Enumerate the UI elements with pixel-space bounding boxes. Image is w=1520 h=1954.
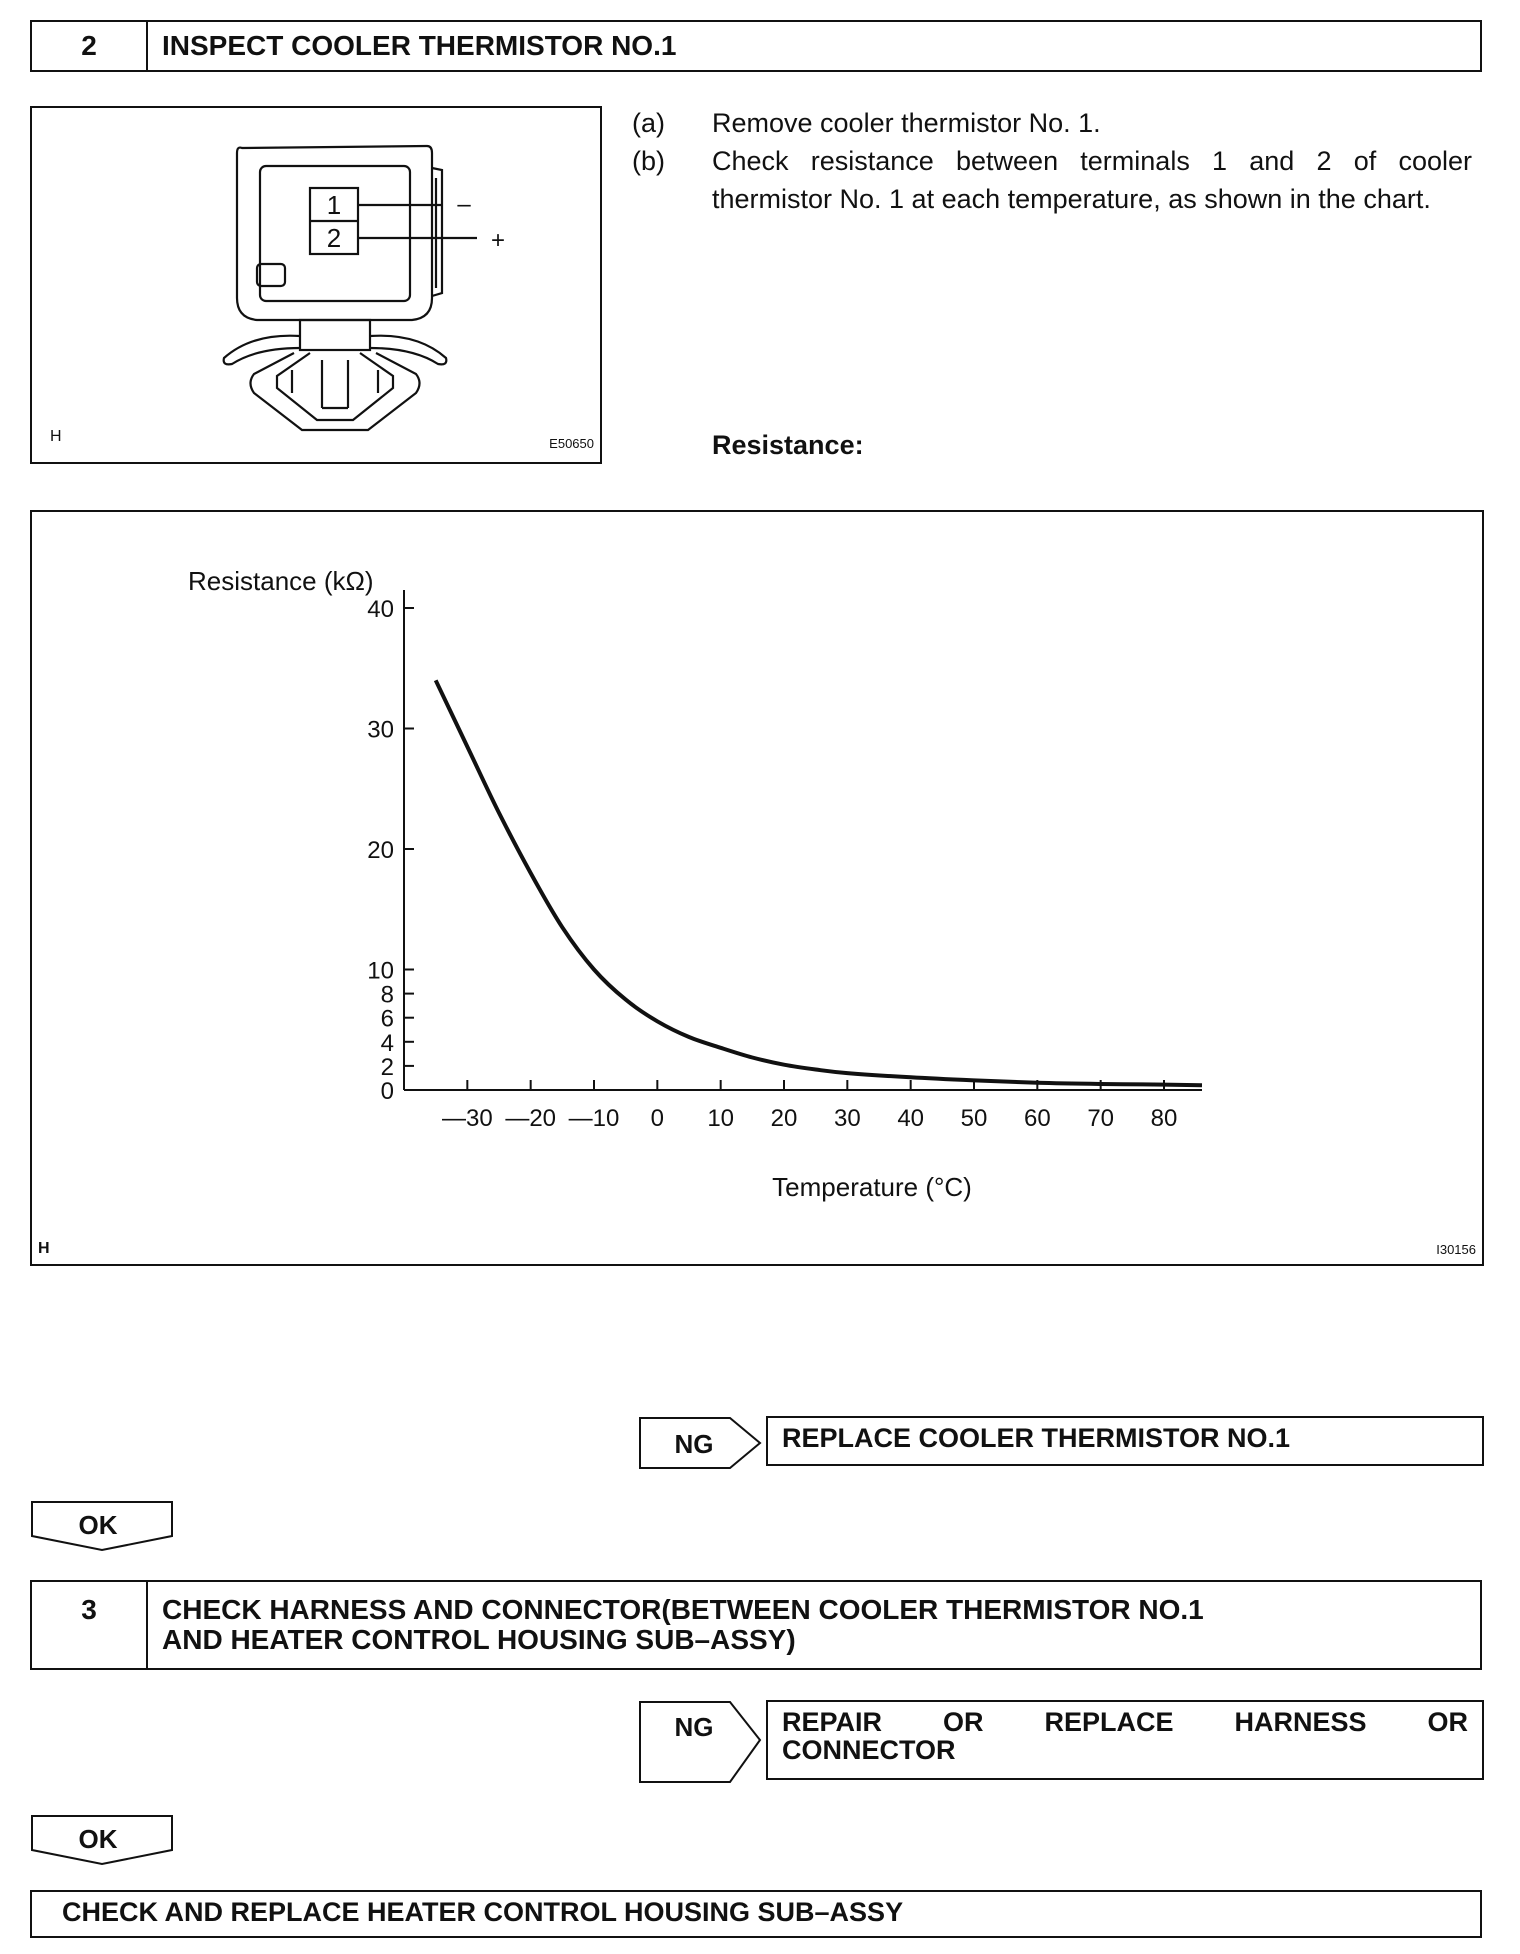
connector-figure (30, 106, 602, 464)
step3-ng-label: NG (674, 1712, 714, 1742)
pin1-label: 1 (326, 190, 342, 220)
y-tick-label: 20 (367, 837, 394, 864)
x-tick-label: 70 (1087, 1105, 1115, 1132)
x-tick-label: 80 (1150, 1105, 1178, 1132)
x-tick-label: —10 (568, 1105, 620, 1132)
y-tick-label: 40 (367, 596, 394, 623)
y-tick-label: 6 (380, 1005, 394, 1033)
y-axis-label: Resistance (kΩ) (188, 566, 374, 596)
y-tick-label: 2 (380, 1053, 394, 1081)
connector-drawing (32, 108, 600, 462)
x-tick-label: 60 (1023, 1105, 1051, 1132)
minus-label: – (457, 191, 471, 218)
instruction-a-text: Remove cooler thermistor No. 1. (712, 108, 1101, 138)
step2-title: INSPECT COOLER THERMISTOR NO.1 (162, 30, 677, 61)
step2-ng-label: NG (674, 1429, 714, 1459)
figure-corner-letter: H (50, 428, 62, 445)
y-tick-label: 4 (380, 1029, 394, 1057)
y-tick-label: 30 (367, 716, 394, 744)
resistance-chart (30, 510, 1484, 1266)
step3-ng-tab (638, 1700, 764, 1784)
chart-svg (32, 512, 1482, 1264)
pin2-label: 2 (326, 223, 342, 253)
final-action-text: CHECK AND REPLACE HEATER CONTROL HOUSING SUB–ASSY (62, 1897, 904, 1927)
step3-ng-action (766, 1700, 1484, 1780)
x-tick-label: 0 (650, 1105, 665, 1132)
step3-ok-label: OK (78, 1824, 118, 1854)
step3-ng-action-line1: REPAIR OR REPLACE HARNESS OR (782, 1707, 1468, 1737)
y-tick-label: 10 (367, 957, 394, 985)
x-tick-label: 50 (960, 1105, 988, 1132)
x-tick-label: —20 (505, 1105, 557, 1132)
step3-header (30, 1580, 1482, 1670)
x-axis-label: Temperature (°C) (772, 1172, 972, 1202)
chart-code: I30156 (1436, 1242, 1476, 1257)
instruction-a (632, 104, 1482, 144)
instruction-a-label: (a) (632, 108, 665, 138)
step3-title-line2: AND HEATER CONTROL HOUSING SUB–ASSY) (162, 1624, 796, 1655)
y-tick-label: 0 (380, 1078, 394, 1105)
instruction-b-label: (b) (632, 146, 665, 176)
figure-code: E50650 (549, 436, 594, 451)
step2-number: 2 (32, 22, 148, 70)
chart-corner-letter: H (38, 1240, 50, 1257)
x-tick-label: 30 (833, 1105, 861, 1132)
x-tick-label: 20 (770, 1105, 798, 1132)
step3-ng-action-line2: CONNECTOR (782, 1735, 956, 1765)
final-action (30, 1890, 1482, 1938)
resistance-label: Resistance: (712, 430, 864, 460)
step2-header (30, 20, 1482, 72)
series-line (436, 680, 1202, 1085)
step2-ok-label: OK (78, 1510, 118, 1540)
step3-ok-tab (30, 1814, 174, 1868)
step2-ng-action-text: REPLACE COOLER THERMISTOR NO.1 (782, 1423, 1291, 1453)
x-tick-label: 40 (897, 1105, 925, 1132)
instruction-b-text: Check resistance between terminals 1 and 2 of cooler thermistor No. 1 at each temperature, as shown in the chart. (712, 146, 1472, 214)
step3-title (148, 1582, 1480, 1668)
step3-title-line1: CHECK HARNESS AND CONNECTOR(BETWEEN COOLER THERMISTOR NO.1 (162, 1594, 1204, 1625)
step2-ng-action (766, 1416, 1484, 1466)
instruction-b (632, 142, 1482, 262)
plus-label: + (490, 227, 506, 254)
x-tick-label: 10 (707, 1105, 735, 1132)
step2-ok-tab (30, 1500, 174, 1554)
step3-number: 3 (32, 1582, 148, 1668)
step2-ng-tab (638, 1416, 764, 1470)
x-tick-label: —30 (441, 1105, 493, 1132)
y-tick-label: 8 (380, 981, 394, 1009)
